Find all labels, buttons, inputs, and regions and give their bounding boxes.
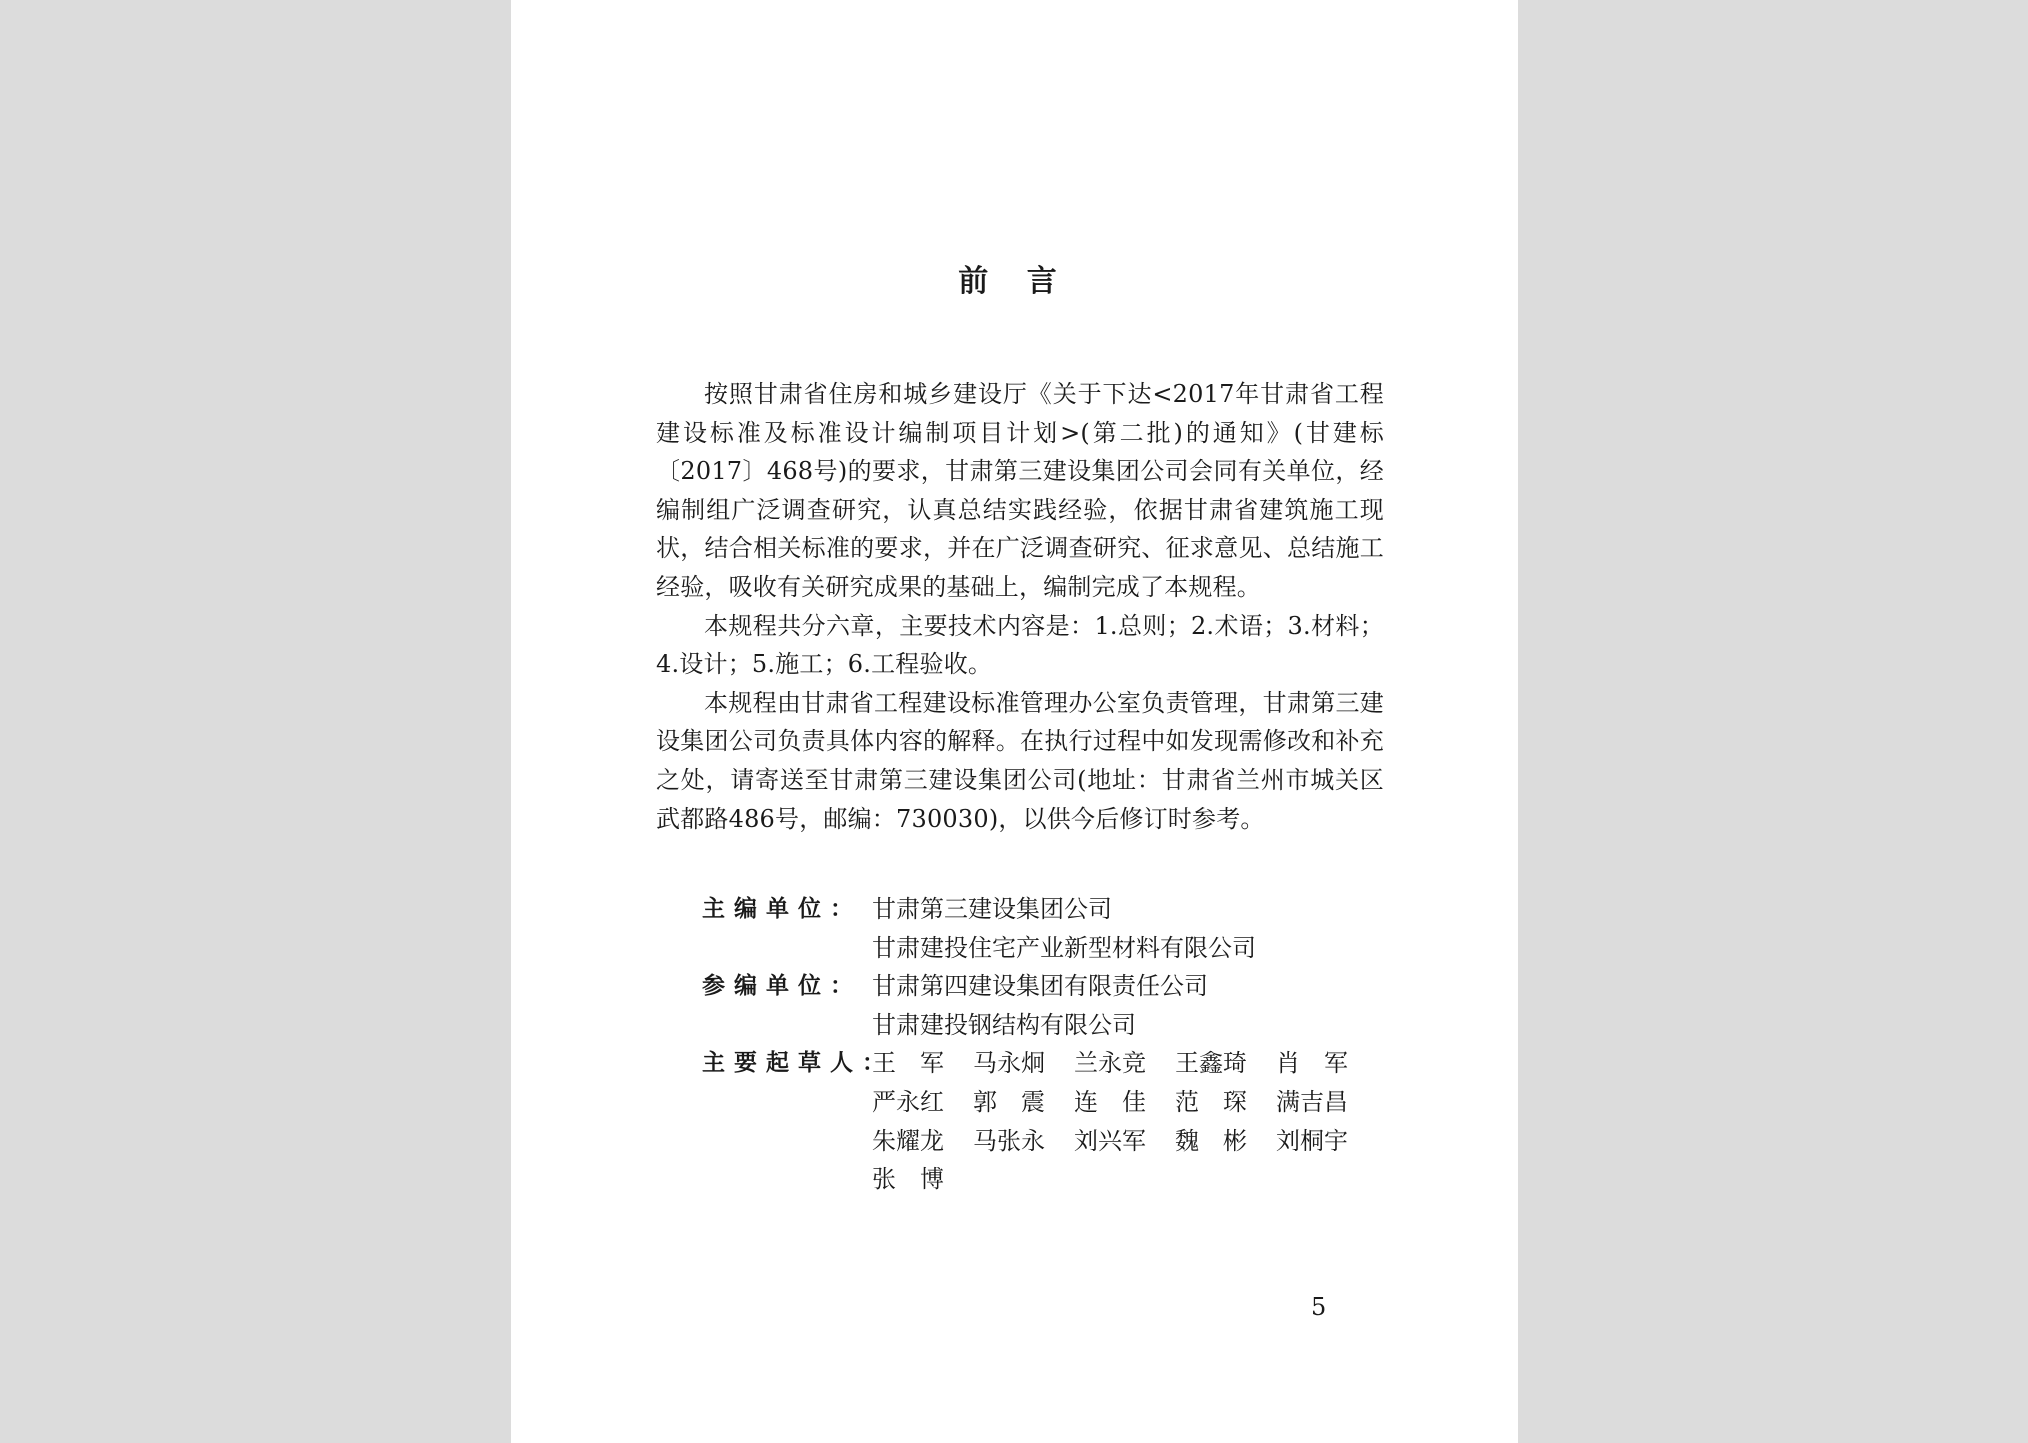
drafter-name: 满吉昌 — [1276, 1087, 1348, 1116]
participating-editors — [702, 967, 1402, 1044]
drafter-names — [872, 1044, 1402, 1198]
drafters-label: 主要起草人： — [702, 1050, 894, 1077]
paragraph-1: 按照甘肃省住房和城乡建设厅《关于下达<2017年甘肃省工程建设标准及标准设计编制项目计划>(第二批)的通知》(甘建标〔2017〕468号)的要求，甘肃第三建设集团公司会同有关单位，经编制组广泛调查研究，认真总结实践经验，依据甘肃省建筑施工现状，结合相关标准的要求，并在广泛调查研究、征求意见、总结施工经验，吸收有关研究成果的基础上，编制完成了本规程。 — [656, 380, 1384, 601]
drafter-name: 王鑫琦 — [1175, 1049, 1247, 1078]
drafter-name: 肖 军 — [1276, 1049, 1348, 1078]
drafter-name: 郭 震 — [973, 1087, 1045, 1116]
drafter-name: 连 佳 — [1074, 1087, 1146, 1116]
chief-editor-unit: 甘肃建投住宅产业新型材料有限公司 — [872, 933, 1256, 962]
document-page — [511, 0, 1518, 1443]
drafter-name: 严永红 — [872, 1087, 944, 1116]
credits-section — [702, 890, 1402, 1199]
chief-editors-label: 主编单位： — [702, 896, 862, 922]
chief-editors — [702, 890, 1402, 967]
drafter-name: 刘兴军 — [1074, 1126, 1146, 1155]
drafter-name: 范 琛 — [1175, 1087, 1247, 1116]
paragraph-2: 本规程共分六章，主要技术内容是：1.总则；2.术语；3.材料；4.设计；5.施工；6.工程验收。 — [656, 611, 1384, 679]
drafter-name: 马张永 — [973, 1126, 1045, 1155]
drafter-name: 张 博 — [872, 1165, 944, 1194]
participating-editor-unit: 甘肃建投钢结构有限公司 — [872, 1010, 1136, 1039]
drafter-name: 刘桐宇 — [1276, 1126, 1348, 1155]
page-title: 前 言 — [958, 264, 1071, 299]
drafter-name: 兰永竞 — [1074, 1049, 1146, 1078]
drafter-name: 王 军 — [872, 1049, 944, 1078]
paragraph-3: 本规程由甘肃省工程建设标准管理办公室负责管理，甘肃第三建设集团公司负责具体内容的解释。在执行过程中如发现需修改和补充之处，请寄送至甘肃第三建设集团公司(地址：甘肃省兰州市城关区武都路486号，邮编：730030)，以供今后修订时参考。 — [656, 688, 1384, 833]
participating-editors-label: 参编单位： — [702, 973, 862, 1000]
page-number: 5 — [1311, 1293, 1327, 1321]
drafter-name: 魏 彬 — [1175, 1126, 1247, 1155]
drafter-name: 马永炯 — [973, 1049, 1045, 1078]
participating-editor-unit: 甘肃第四建设集团有限责任公司 — [872, 972, 1208, 1001]
drafter-name: 朱耀龙 — [872, 1126, 944, 1155]
drafters — [702, 1044, 1402, 1198]
preface-body — [656, 375, 1384, 838]
chief-editor-unit: 甘肃第三建设集团公司 — [872, 895, 1112, 923]
